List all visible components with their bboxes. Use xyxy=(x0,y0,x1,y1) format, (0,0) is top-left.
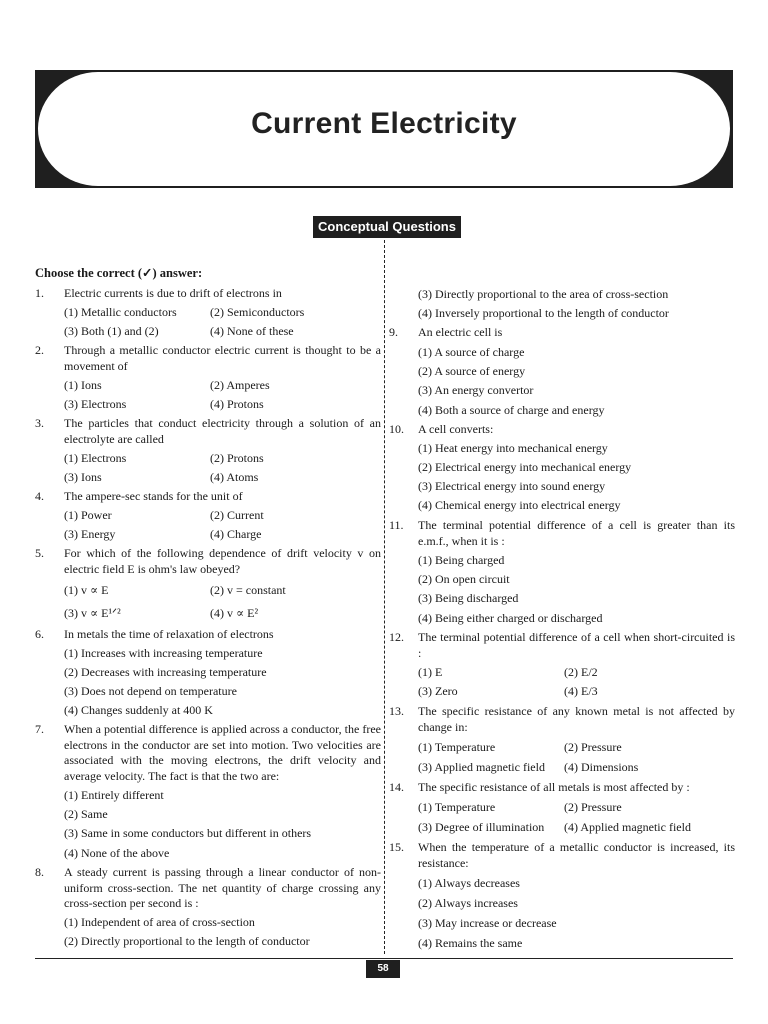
question-number: 7. xyxy=(35,722,44,736)
option: (1) Heat energy into mechanical energy xyxy=(418,441,608,455)
option: (3) Electrical energy into sound energy xyxy=(418,479,606,493)
question-text: For which of the following dependence of drift velocity v on electric field E is ohm's law obeyed? xyxy=(64,546,381,576)
option: (4) Remains the same xyxy=(418,936,523,950)
option: (1) A source of charge xyxy=(418,345,525,359)
option: (2) Always increases xyxy=(418,896,518,910)
question-number: 12. xyxy=(389,630,404,644)
option: (1) v ∝ E xyxy=(64,583,109,597)
question-number: 11. xyxy=(389,518,404,532)
question-text: Electric currents is due to drift of electrons in xyxy=(64,286,282,300)
option: (1) Temperature xyxy=(418,800,496,814)
option: (3) Directly proportional to the area of cross-section xyxy=(418,287,669,301)
option: (3) Same in some conductors but different in others xyxy=(64,826,312,840)
question-text: The terminal potential difference of a cell is greater than its e.m.f., when it is : xyxy=(418,518,735,548)
option: (1) Metallic conductors xyxy=(64,305,177,319)
question-text: The ampere-sec stands for the unit of xyxy=(64,489,243,503)
question-number: 1. xyxy=(35,286,44,300)
question-text: The terminal potential difference of a cell when short-circuited is : xyxy=(418,630,735,660)
option: (2) Same xyxy=(64,807,108,821)
option: (4) None of these xyxy=(210,324,294,338)
option: (1) Independent of area of cross-section xyxy=(64,915,255,929)
option: (3) An energy convertor xyxy=(418,383,534,397)
option: (3) Ions xyxy=(64,470,102,484)
column-divider xyxy=(384,240,385,954)
question-text: When the temperature of a metallic conductor is increased, its resistance: xyxy=(418,840,735,870)
option: (3) Energy xyxy=(64,527,116,541)
option: (1) Power xyxy=(64,508,112,522)
question-number: 9. xyxy=(389,325,398,339)
question-number: 8. xyxy=(35,865,44,879)
question-number: 2. xyxy=(35,343,44,357)
option: (2) Semiconductors xyxy=(210,305,305,319)
option: (3) Degree of illumination xyxy=(418,820,545,834)
option: (1) Entirely different xyxy=(64,788,164,802)
option: (2) Current xyxy=(210,508,264,522)
option: (4) Inversely proportional to the length of conductor xyxy=(418,306,669,320)
option: (2) Amperes xyxy=(210,378,270,392)
question-text: An electric cell is xyxy=(418,325,503,339)
section-heading: Conceptual Questions xyxy=(313,216,461,238)
option: (3) May increase or decrease xyxy=(418,916,557,930)
page-title: Current Electricity xyxy=(251,107,517,140)
question-text: In metals the time of relaxation of electrons xyxy=(64,627,274,641)
option: (1) Electrons xyxy=(64,451,127,465)
option: (4) Protons xyxy=(210,397,264,411)
option: (1) Ions xyxy=(64,378,102,392)
page-number: 58 xyxy=(366,960,400,978)
option: (1) Being charged xyxy=(418,553,505,567)
option: (2) v = constant xyxy=(210,583,286,597)
instruction-text: Choose the correct (✓) answer: xyxy=(35,266,203,280)
question-text: The particles that conduct electricity through a solution of an electrolyte are called xyxy=(64,416,381,446)
option: (4) Chemical energy into electrical energy xyxy=(418,498,621,512)
option: (4) Atoms xyxy=(210,470,259,484)
option: (4) Changes suddenly at 400 K xyxy=(64,703,213,717)
option: (3) v ∝ E¹ᐟ² xyxy=(64,606,121,620)
option: (3) Applied magnetic field xyxy=(418,760,545,774)
question-text: A steady current is passing through a linear conductor of non-uniform cross-section. The net quantity of charge crossing any cross-section per second is : xyxy=(64,865,381,911)
option: (2) A source of energy xyxy=(418,364,526,378)
option: (4) Being either charged or discharged xyxy=(418,611,603,625)
option: (3) Electrons xyxy=(64,397,127,411)
option: (3) Zero xyxy=(418,684,458,698)
option: (4) E/3 xyxy=(564,684,598,698)
option: (1) Always decreases xyxy=(418,876,520,890)
question-number: 5. xyxy=(35,546,44,560)
option: (2) Electrical energy into mechanical energy xyxy=(418,460,632,474)
option: (1) E xyxy=(418,665,443,679)
option: (3) Being discharged xyxy=(418,591,519,605)
option: (3) Does not depend on temperature xyxy=(64,684,237,698)
question-number: 10. xyxy=(389,422,404,436)
question-number: 3. xyxy=(35,416,44,430)
option: (1) Increases with increasing temperature xyxy=(64,646,263,660)
option: (2) Directly proportional to the length of conductor xyxy=(64,934,310,948)
option: (2) Pressure xyxy=(564,800,622,814)
option: (4) Charge xyxy=(210,527,262,541)
question-text: When a potential difference is applied across a conductor, the free electrons in the conductor are set into motion. Two velocities are associated with the moving electrons, the drift velocity and average velocity. The fact is that the two are: xyxy=(64,722,381,783)
question-number: 6. xyxy=(35,627,44,641)
option: (2) On open circuit xyxy=(418,572,510,586)
option: (2) Pressure xyxy=(564,740,622,754)
option: (4) Applied magnetic field xyxy=(564,820,691,834)
option: (2) Decreases with increasing temperature xyxy=(64,665,267,679)
footer-rule xyxy=(35,958,733,959)
option: (4) v ∝ E² xyxy=(210,606,259,620)
question-text: Through a metallic conductor electric current is thought to be a movement of xyxy=(64,343,381,373)
question-number: 14. xyxy=(389,780,404,794)
question-number: 13. xyxy=(389,704,404,718)
option: (1) Temperature xyxy=(418,740,496,754)
question-text: A cell converts: xyxy=(418,422,494,436)
question-number: 4. xyxy=(35,489,44,503)
option: (2) Protons xyxy=(210,451,264,465)
question-text: The specific resistance of any known metal is not affected by change in: xyxy=(418,704,735,734)
option: (4) None of the above xyxy=(64,846,170,860)
option: (2) E/2 xyxy=(564,665,598,679)
question-text: The specific resistance of all metals is most affected by : xyxy=(418,780,690,794)
option: (4) Dimensions xyxy=(564,760,639,774)
option: (3) Both (1) and (2) xyxy=(64,324,159,338)
question-number: 15. xyxy=(389,840,404,854)
option: (4) Both a source of charge and energy xyxy=(418,403,605,417)
